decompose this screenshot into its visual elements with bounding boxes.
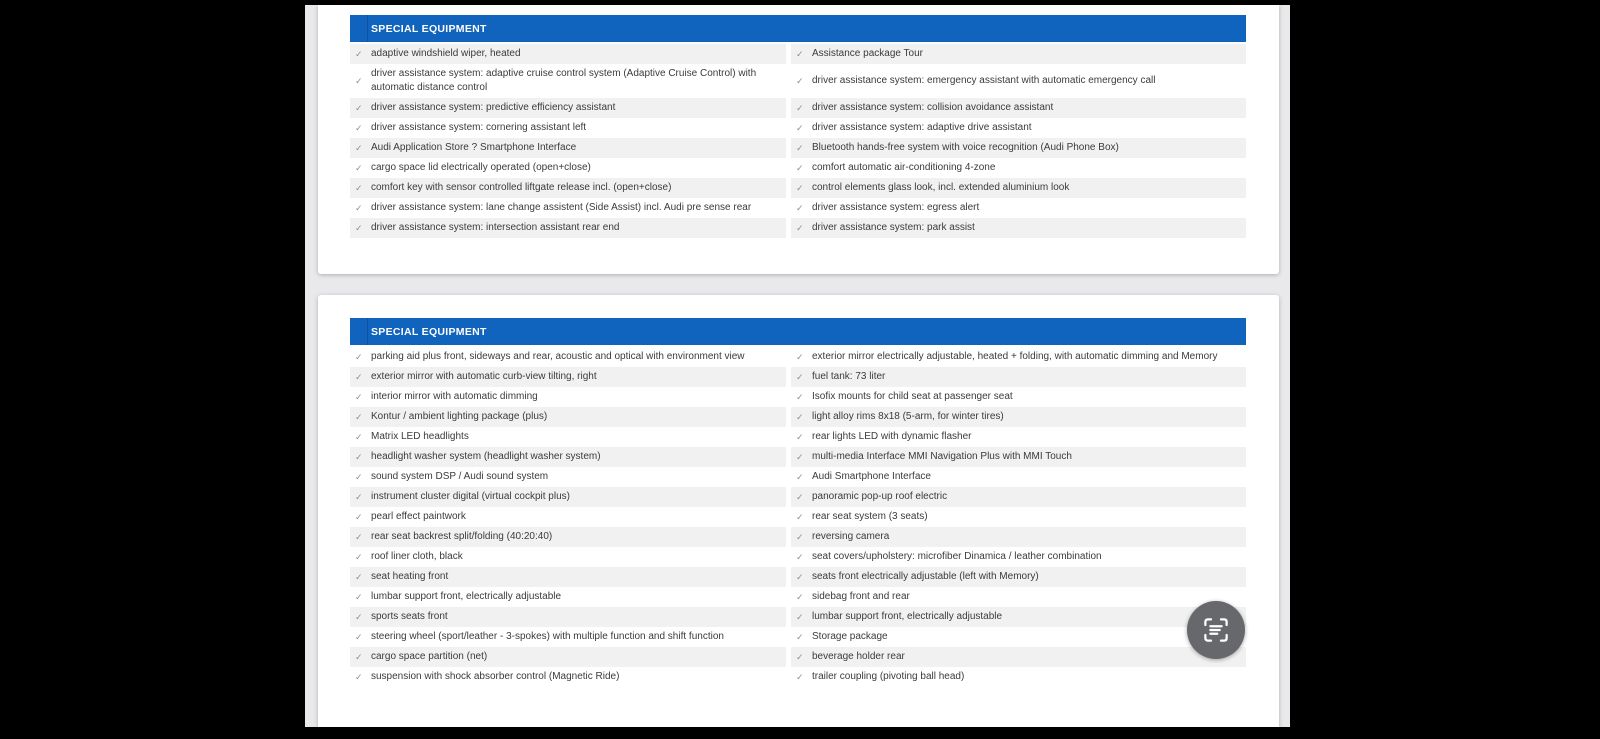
equipment-label: sidebag front and rear [812,591,910,602]
check-icon: ✓ [796,391,804,402]
equipment-cell [350,587,786,607]
check-icon: ✓ [355,411,363,422]
check-icon: ✓ [796,631,804,642]
equipment-label: cargo space lid electrically operated (open+close) [371,162,591,173]
equipment-label: Bluetooth hands-free system with voice recognition (Audi Phone Box) [812,142,1119,153]
check-icon: ✓ [355,162,363,173]
text-scan-button[interactable] [1187,601,1245,659]
table-row [350,487,1246,507]
check-icon: ✓ [796,491,804,502]
check-icon: ✓ [796,162,804,173]
equipment-label: trailer coupling (pivoting ball head) [812,671,965,682]
equipment-label: seat heating front [371,571,449,582]
equipment-cell [791,367,1246,387]
table-row [350,527,1246,547]
table-row [350,44,1246,64]
table-row [350,447,1246,467]
check-icon: ✓ [355,431,363,442]
equipment-label: fuel tank: 73 liter [812,371,886,382]
equipment-cell [791,218,1246,238]
equipment-cell [791,667,1246,687]
equipment-cell [350,98,786,118]
equipment-cell [791,467,1246,487]
equipment-cell [791,347,1246,367]
check-icon: ✓ [355,611,363,622]
check-icon: ✓ [796,451,804,462]
equipment-label: Audi Application Store ? Smartphone Interface [371,142,577,153]
equipment-cell [350,198,786,218]
equipment-cell [791,627,1246,647]
equipment-label: sound system DSP / Audi sound system [371,471,549,482]
check-icon: ✓ [355,571,363,582]
equipment-cell [350,467,786,487]
equipment-label: driver assistance system: intersection assistant rear end [371,222,620,233]
equipment-label: control elements glass look, incl. extended aluminium look [812,182,1070,193]
check-icon: ✓ [355,391,363,402]
table-row [350,547,1246,567]
check-icon: ✓ [796,671,804,682]
equipment-label: panoramic pop-up roof electric [812,491,948,502]
check-icon: ✓ [796,531,804,542]
check-icon: ✓ [355,551,363,562]
equipment-cell [350,218,786,238]
equipment-cell [791,647,1246,667]
equipment-label: Storage package [812,631,888,642]
equipment-cell [791,567,1246,587]
equipment-label: rear lights LED with dynamic flasher [812,431,972,442]
check-icon: ✓ [355,371,363,382]
equipment-cell [350,427,786,447]
check-icon: ✓ [796,371,804,382]
check-icon: ✓ [796,611,804,622]
equipment-cell [350,138,786,158]
check-icon: ✓ [355,591,363,602]
equipment-cell [350,158,786,178]
check-icon: ✓ [796,48,804,59]
equipment-cell [350,567,786,587]
table-body [350,347,1246,687]
equipment-label: steering wheel (sport/leather - 3-spokes) with multiple function and shift function [371,631,724,642]
equipment-cell [791,178,1246,198]
check-icon: ✓ [796,75,804,86]
equipment-card-2 [318,295,1279,727]
equipment-label: multi-media Interface MMI Navigation Plus with MMI Touch [812,451,1072,462]
check-icon: ✓ [355,531,363,542]
check-icon: ✓ [355,511,363,522]
equipment-label: driver assistance system: collision avoidance assistant [812,102,1054,113]
equipment-cell [350,667,786,687]
table-row [350,138,1246,158]
equipment-label: driver assistance system: park assist [812,222,975,233]
document-viewport [305,5,1290,727]
equipment-label: seats front electrically adjustable (left with Memory) [812,571,1039,582]
check-icon: ✓ [355,351,363,362]
equipment-cell [350,627,786,647]
equipment-cell [791,427,1246,447]
equipment-label: rear seat system (3 seats) [812,511,928,522]
check-icon: ✓ [355,202,363,213]
equipment-cell [350,178,786,198]
equipment-cell [350,607,786,627]
equipment-label: sports seats front [371,611,448,622]
check-icon: ✓ [796,411,804,422]
special-equipment-table-1 [350,5,1246,238]
table-row [350,507,1246,527]
check-icon: ✓ [355,671,363,682]
equipment-label: driver assistance system: adaptive drive assistant [812,122,1032,133]
equipment-label: adaptive windshield wiper, heated [371,48,521,59]
table-header [350,15,1246,42]
scan-text-icon [1201,615,1231,645]
equipment-cell [791,64,1246,98]
equipment-label: exterior mirror with automatic curb-view tilting, right [371,371,597,382]
check-icon: ✓ [355,451,363,462]
equipment-cell [791,447,1246,467]
equipment-cell [791,98,1246,118]
table-row [350,64,1246,98]
equipment-label: driver assistance system: emergency assistant with automatic emergency call [812,75,1156,86]
check-icon: ✓ [355,102,363,113]
table-row [350,158,1246,178]
table-row [350,218,1246,238]
equipment-card-1 [318,5,1279,274]
equipment-label: comfort key with sensor controlled liftgate release incl. (open+close) [371,182,672,193]
equipment-label: parking aid plus front, sideways and rear, acoustic and optical with environment view [371,351,745,362]
table-row [350,98,1246,118]
equipment-label: exterior mirror electrically adjustable, heated + folding, with automatic dimming and Memory [812,351,1218,362]
table-row [350,467,1246,487]
check-icon: ✓ [355,651,363,662]
equipment-cell [350,387,786,407]
equipment-label: suspension with shock absorber control (Magnetic Ride) [371,671,620,682]
check-icon: ✓ [796,222,804,233]
equipment-label: Matrix LED headlights [371,431,469,442]
equipment-label: cargo space partition (net) [371,651,488,662]
table-row [350,567,1246,587]
equipment-label: lumbar support front, electrically adjustable [371,591,562,602]
table-row [350,667,1246,687]
table-row [350,118,1246,138]
check-icon: ✓ [796,102,804,113]
equipment-cell [350,44,786,64]
check-icon: ✓ [796,571,804,582]
special-equipment-table-2 [350,295,1246,687]
equipment-label: driver assistance system: predictive efficiency assistant [371,102,616,113]
table-row [350,198,1246,218]
check-icon: ✓ [355,631,363,642]
equipment-label: driver assistance system: lane change assistent (Side Assist) incl. Audi pre sense rear [371,202,752,213]
equipment-label: pearl effect paintwork [371,511,466,522]
equipment-label: Audi Smartphone Interface [812,471,931,482]
equipment-cell [791,587,1246,607]
equipment-label: driver assistance system: cornering assistant left [371,122,587,133]
check-icon: ✓ [355,182,363,193]
equipment-label: seat covers/upholstery: microfiber Dinamica / leather combination [812,551,1102,562]
equipment-label: light alloy rims 8x18 (5-arm, for winter tires) [812,411,1004,422]
equipment-label: headlight washer system (headlight washer system) [371,451,601,462]
equipment-label: lumbar support front, electrically adjustable [812,611,1003,622]
check-icon: ✓ [796,122,804,133]
table-row [350,647,1246,667]
equipment-cell [350,487,786,507]
equipment-cell [350,367,786,387]
check-icon: ✓ [796,551,804,562]
equipment-cell [350,527,786,547]
check-icon: ✓ [796,431,804,442]
check-icon: ✓ [355,142,363,153]
check-icon: ✓ [355,75,363,86]
equipment-cell [350,547,786,567]
equipment-label: driver assistance system: egress alert [812,202,980,213]
check-icon: ✓ [355,122,363,133]
equipment-cell [791,507,1246,527]
check-icon: ✓ [355,471,363,482]
equipment-cell [350,407,786,427]
equipment-cell [791,547,1246,567]
equipment-label: roof liner cloth, black [371,551,463,562]
check-icon: ✓ [355,48,363,59]
equipment-cell [791,607,1246,627]
equipment-cell [791,138,1246,158]
table-row [350,587,1246,607]
equipment-cell [791,158,1246,178]
equipment-label: Kontur / ambient lighting package (plus) [371,411,548,422]
equipment-cell [350,347,786,367]
check-icon: ✓ [796,351,804,362]
equipment-cell [791,527,1246,547]
equipment-label: Isofix mounts for child seat at passenger seat [812,391,1013,402]
check-icon: ✓ [796,471,804,482]
table-header [350,318,1246,345]
table-header-label: SPECIAL EQUIPMENT [371,22,487,35]
check-icon: ✓ [355,491,363,502]
check-icon: ✓ [796,591,804,602]
table-row [350,367,1246,387]
equipment-cell [791,387,1246,407]
equipment-cell [791,407,1246,427]
check-icon: ✓ [796,202,804,213]
table-row [350,387,1246,407]
check-icon: ✓ [796,182,804,193]
table-header-label: SPECIAL EQUIPMENT [371,325,487,338]
equipment-label: instrument cluster digital (virtual cockpit plus) [371,491,570,502]
equipment-cell [350,118,786,138]
equipment-label: Assistance package Tour [812,48,923,59]
table-row [350,627,1246,647]
table-body [350,44,1246,238]
equipment-cell [791,487,1246,507]
equipment-label: rear seat backrest split/folding (40:20:40) [371,531,553,542]
table-row [350,178,1246,198]
equipment-label: comfort automatic air-conditioning 4-zone [812,162,996,173]
equipment-cell [791,198,1246,218]
equipment-label: driver assistance system: adaptive cruise control system (Adaptive Cruise Control) with automatic distance control [371,68,757,93]
table-row [350,427,1246,447]
equipment-cell [791,118,1246,138]
equipment-cell [350,447,786,467]
equipment-label: reversing camera [812,531,890,542]
table-row [350,347,1246,367]
equipment-label: beverage holder rear [812,651,905,662]
equipment-cell [791,44,1246,64]
check-icon: ✓ [796,142,804,153]
check-icon: ✓ [796,511,804,522]
equipment-cell [350,507,786,527]
equipment-cell [350,647,786,667]
check-icon: ✓ [796,651,804,662]
table-row [350,607,1246,627]
equipment-label: interior mirror with automatic dimming [371,391,538,402]
check-icon: ✓ [355,222,363,233]
table-row [350,407,1246,427]
equipment-cell [350,64,786,98]
